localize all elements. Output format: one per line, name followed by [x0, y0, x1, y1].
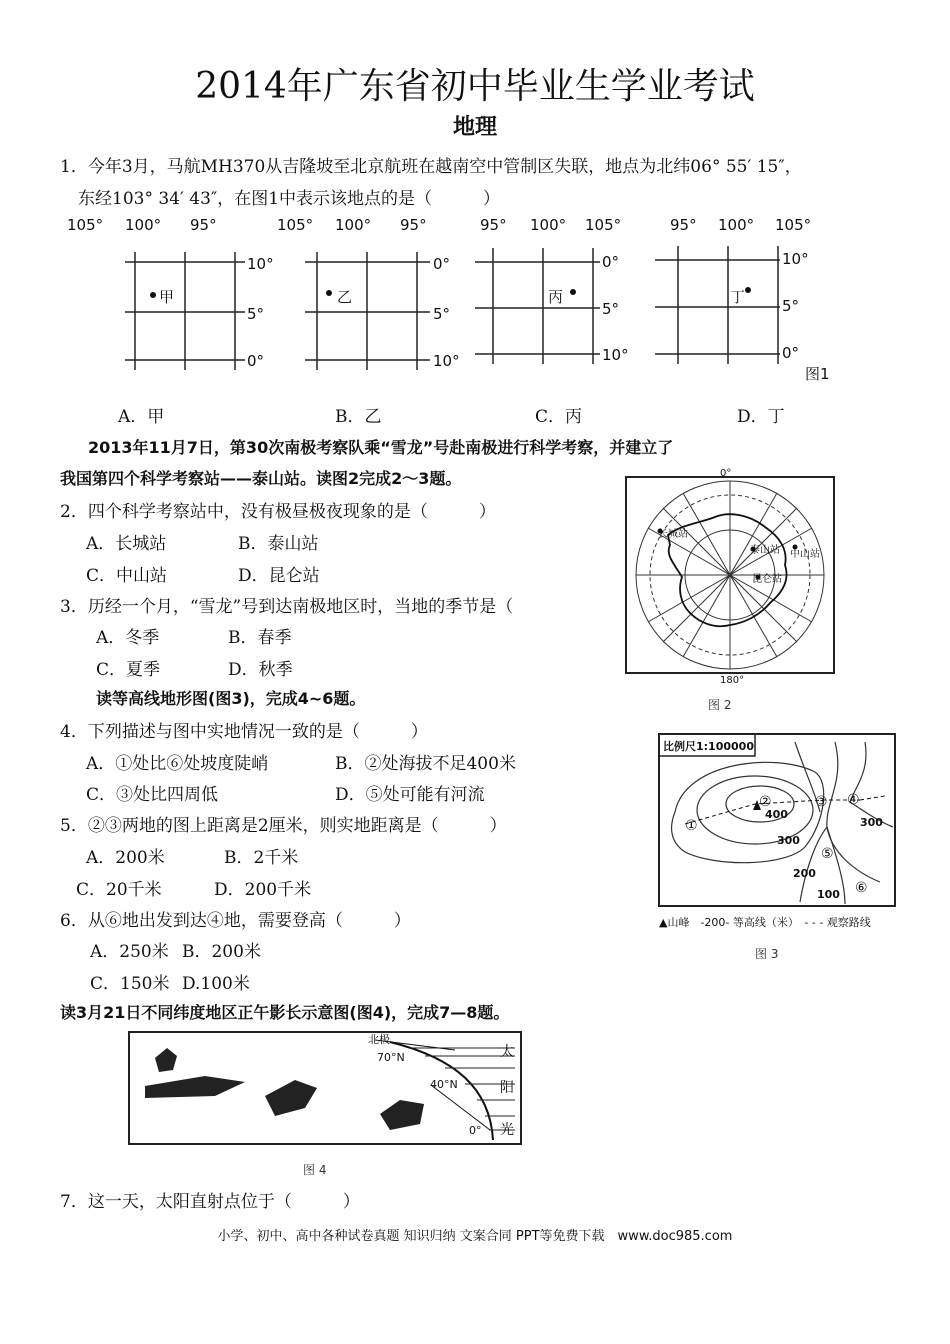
- figure-2-caption: 图 2: [708, 698, 732, 712]
- grid-3: [475, 216, 629, 364]
- q5-option-b: B．2千米: [224, 848, 299, 868]
- intro-4: 读3月21日不同纬度地区正午影长示意图(图4)，完成7—8题。: [60, 1003, 510, 1022]
- figure-2: [620, 465, 840, 715]
- q3-option-a: A．冬季: [96, 628, 160, 648]
- fig4-sun-3: 光: [500, 1122, 514, 1138]
- grid-1-lon-1: 100°: [125, 216, 162, 234]
- q6-stem: 6．从⑥地出发到达④地，需要登高（ ）: [60, 911, 411, 931]
- grid-2-lat-2: 10°: [433, 352, 460, 370]
- fig3-point-5: ⑤: [821, 846, 834, 862]
- grid-1-lon-0: 105°: [67, 216, 104, 234]
- grid-3-lat-2: 10°: [602, 346, 629, 364]
- grid-1-lat-0: 10°: [247, 255, 274, 273]
- fig4-sun-1: 太: [500, 1044, 514, 1060]
- grid-3-point: 丙: [548, 288, 564, 306]
- grid-4-point: 丁: [730, 288, 746, 306]
- grid-2-lon-1: 100°: [335, 216, 372, 234]
- grid-2-lat-1: 5°: [433, 305, 451, 323]
- grid-4-lon-1: 100°: [718, 216, 755, 234]
- q6-option-d: D.100米: [182, 974, 250, 994]
- grid-2: [277, 216, 460, 370]
- grid-3-lat-1: 5°: [602, 300, 620, 318]
- figure-3-legend: ▲山峰 -200- 等高线（米） - - - 观察路线: [659, 916, 871, 929]
- q1-option-c: C．丙: [535, 407, 583, 427]
- intro-2-line1: 2013年11月7日，第30次南极考察队乘“雪龙”号赴南极进行科学考察，并建立了: [88, 438, 674, 457]
- figure-3-scale: 比例尺1:100000: [663, 740, 754, 753]
- q2-option-c: C．中山站: [86, 566, 168, 586]
- q4-stem: 4．下列描述与图中实地情况一致的是（ ）: [60, 722, 428, 742]
- grid-4-lat-0: 10°: [782, 250, 809, 268]
- grid-3-lat-0: 0°: [602, 253, 620, 271]
- q4-option-b: B．②处海拔不足400米: [335, 754, 516, 774]
- q2-stem: 2．四个科学考察站中，没有极昼极夜现象的是（ ）: [60, 502, 496, 522]
- q1-stem-line2: 东经103° 34′ 43″，在图1中表示该地点的是（ ）: [78, 189, 501, 209]
- q6-option-c: C．150米: [90, 974, 170, 994]
- station-taishan: 泰山站: [750, 545, 780, 556]
- figure-3-caption: 图 3: [755, 947, 779, 961]
- q1-option-b: B．乙: [335, 407, 382, 427]
- grid-4: [655, 216, 811, 364]
- fig4-lat-40: 40°N: [430, 1078, 458, 1091]
- fig3-point-4: ④: [847, 792, 860, 808]
- q7-stem: 7．这一天，太阳直射点位于（ ）: [60, 1192, 360, 1212]
- q4-option-a: A．①处比⑥处坡度陡峭: [86, 754, 269, 774]
- fig3-point-2: ②: [759, 794, 772, 810]
- contour-label-400: 400: [765, 808, 788, 821]
- contour-label-300-left: 300: [777, 834, 800, 847]
- station-changcheng: 长城站: [658, 529, 688, 540]
- contour-label-200: 200: [793, 867, 816, 880]
- grid-1-lat-1: 5°: [247, 305, 265, 323]
- q5-option-d: D．200千米: [214, 880, 312, 900]
- grid-3-lon-0: 95°: [480, 216, 507, 234]
- fig4-lat-0: 0°: [469, 1124, 482, 1137]
- q5-option-c: C．20千米: [76, 880, 162, 900]
- q6-option-a: A．250米: [90, 942, 169, 962]
- figure-3: [655, 732, 900, 964]
- figure-1-label: 图1: [805, 365, 830, 383]
- q3-stem: 3．历经一个月，“雪龙”号到达南极地区时，当地的季节是（: [60, 597, 514, 617]
- figure-4-caption: 图 4: [303, 1163, 327, 1177]
- subject-title: 地理: [452, 115, 497, 140]
- q6-option-b: B．200米: [182, 942, 261, 962]
- station-zhongshan: 中山站: [790, 549, 820, 560]
- grid-1-point: 甲: [159, 288, 175, 306]
- grid-1-lat-2: 0°: [247, 352, 265, 370]
- exam-title: 2014年广东省初中毕业生学业考试: [195, 66, 755, 107]
- q2-option-d: D．昆仑站: [238, 566, 320, 586]
- q3-option-c: C．夏季: [96, 660, 161, 680]
- fig4-sun-2: 阳: [500, 1080, 514, 1096]
- q3-option-d: D．秋季: [228, 660, 293, 680]
- q2-option-a: A．长城站: [86, 534, 167, 554]
- grid-2-lon-0: 105°: [277, 216, 314, 234]
- fig4-north-pole: 北极: [368, 1033, 390, 1046]
- grid-4-lon-2: 105°: [775, 216, 812, 234]
- q1-option-d: D．丁: [737, 407, 785, 427]
- page-footer: 小学、初中、高中各种试卷真题 知识归纳 文案合同 PPT等免费下载 www.doc985.com: [217, 1229, 733, 1244]
- grid-3-lon-2: 105°: [585, 216, 622, 234]
- intro-2-line2: 我国第四个科学考察站——泰山站。读图2完成2～3题。: [60, 469, 462, 488]
- q3-option-b: B．春季: [228, 628, 292, 648]
- fig3-point-1: ①: [685, 818, 698, 834]
- fig3-point-6: ⑥: [855, 880, 868, 896]
- grid-1: [67, 216, 274, 370]
- figure-4: [125, 1028, 525, 1180]
- grid-1-lon-2: 95°: [190, 216, 217, 234]
- grid-3-lon-1: 100°: [530, 216, 567, 234]
- q4-option-d: D．⑤处可能有河流: [335, 785, 485, 805]
- figure-2-top-label: 0°: [720, 468, 732, 479]
- grid-4-lat-1: 5°: [782, 297, 800, 315]
- q4-option-c: C．③处比四周低: [86, 785, 219, 805]
- q1-stem-line1: 1．今年3月，马航MH370从吉隆坡至北京航班在越南空中管制区失联，地点为北纬06° 55′ 15″，: [60, 157, 802, 177]
- grid-2-lon-2: 95°: [400, 216, 427, 234]
- figure-2-bottom-label: 180°: [720, 675, 745, 686]
- contour-label-300-right: 300: [860, 816, 883, 829]
- grid-2-point: 乙: [337, 288, 353, 306]
- fig4-lat-70: 70°N: [377, 1051, 405, 1064]
- intro-3: 读等高线地形图(图3)，完成4~6题。: [96, 689, 366, 708]
- q2-option-b: B．泰山站: [238, 534, 319, 554]
- q5-stem: 5．②③两地的图上距离是2厘米，则实地距离是（ ）: [60, 816, 507, 836]
- grid-4-lon-0: 95°: [670, 216, 697, 234]
- fig3-point-3: ③: [815, 794, 828, 810]
- grid-4-lat-2: 0°: [782, 344, 800, 362]
- station-kunlun: 昆仑站: [752, 574, 782, 585]
- figure-1: [55, 212, 855, 392]
- q5-option-a: A．200米: [86, 848, 165, 868]
- contour-label-100: 100: [817, 888, 840, 901]
- q1-option-a: A．甲: [118, 407, 165, 427]
- grid-2-lat-0: 0°: [433, 255, 451, 273]
